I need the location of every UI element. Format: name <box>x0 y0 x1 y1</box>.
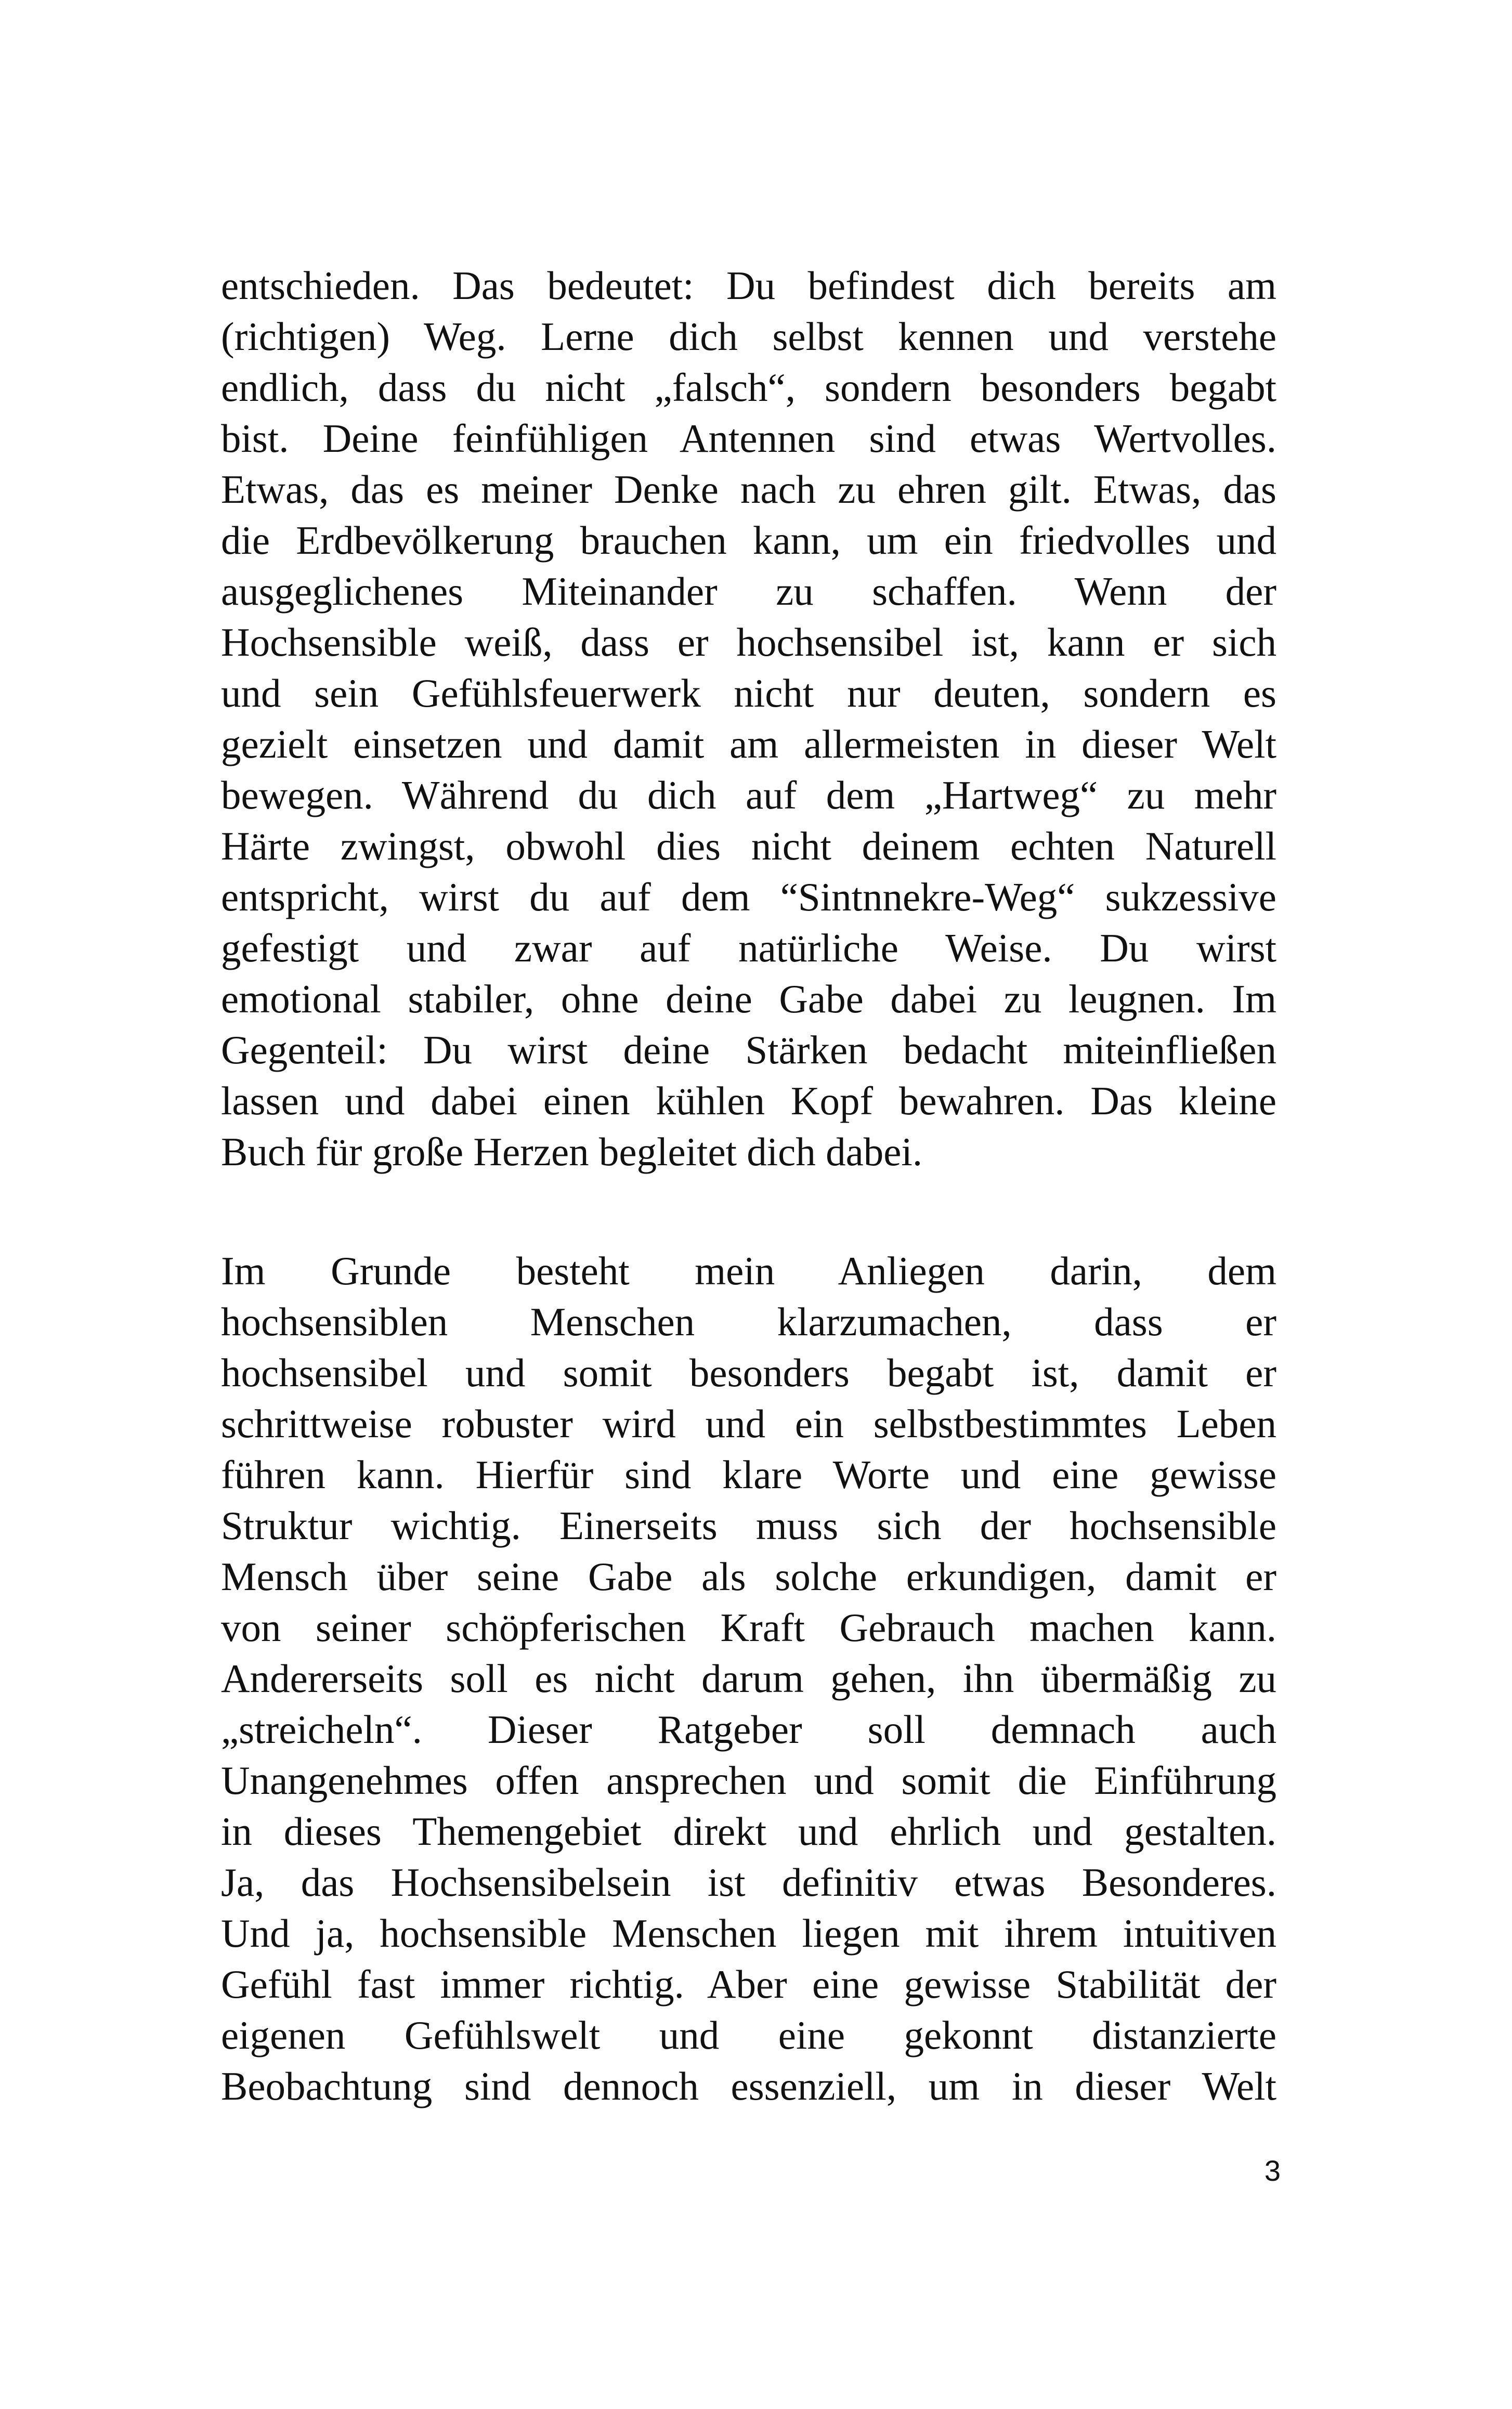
text-line: Härte zwingst, obwohl dies nicht deinem echten Naturell <box>221 824 1276 868</box>
text-line: (richtigen) Weg. Lerne dich selbst kennen und verstehe <box>221 314 1276 359</box>
paragraph-2 <box>221 1245 1276 2112</box>
text-line: Und ja, hochsensible Menschen liegen mit ihrem intuitiven <box>221 1911 1276 1956</box>
text-line: schrittweise robuster wird und ein selbstbestimmtes Leben <box>221 1401 1276 1446</box>
text-line: Andererseits soll es nicht darum gehen, ihn übermäßig zu <box>221 1656 1276 1701</box>
text-line: ausgeglichenes Miteinander zu schaffen. Wenn der <box>221 569 1276 614</box>
text-line: bewegen. Während du dich auf dem „Hartweg“ zu mehr <box>221 773 1276 817</box>
text-line: Gegenteil: Du wirst deine Stärken bedacht miteinfließen <box>221 1027 1276 1072</box>
text-line: Gefühl fast immer richtig. Aber eine gewisse Stabilität der <box>221 1962 1276 2007</box>
text-line: Etwas, das es meiner Denke nach zu ehren gilt. Etwas, das <box>221 467 1276 512</box>
text-line: emotional stabiler, ohne deine Gabe dabei zu leugnen. Im <box>221 976 1276 1021</box>
text-line: hochsensibel und somit besonders begabt ist, damit er <box>221 1350 1276 1395</box>
text-line: endlich, dass du nicht „falsch“, sondern besonders begabt <box>221 365 1276 410</box>
text-line: Beobachtung sind dennoch essenziell, um in dieser Welt <box>221 2064 1276 2108</box>
text-line: von seiner schöpferischen Kraft Gebrauch machen kann. <box>221 1605 1276 1650</box>
text-line: lassen und dabei einen kühlen Kopf bewahren. Das kleine <box>221 1078 1276 1123</box>
text-line: gefestigt und zwar auf natürliche Weise. Du wirst <box>221 926 1276 970</box>
text-line: Mensch über seine Gabe als solche erkundigen, damit er <box>221 1554 1276 1599</box>
text-line: Struktur wichtig. Einerseits muss sich der hochsensible <box>221 1503 1276 1548</box>
text-line: führen kann. Hierfür sind klare Worte und eine gewisse <box>221 1452 1276 1497</box>
text-line: gezielt einsetzen und damit am allermeisten in dieser Welt <box>221 722 1276 766</box>
text-line: Ja, das Hochsensibelsein ist definitiv etwas Besonderes. <box>221 1860 1276 1905</box>
text-line: entschieden. Das bedeutet: Du befindest dich bereits am <box>221 263 1276 308</box>
text-line: bist. Deine feinfühligen Antennen sind etwas Wertvolles. <box>221 416 1276 461</box>
text-line: hochsensiblen Menschen klarzumachen, dass er <box>221 1299 1276 1344</box>
paragraph-1 <box>221 260 1276 1177</box>
page-number: 3 <box>1264 2154 1281 2187</box>
text-line: und sein Gefühlsfeuerwerk nicht nur deuten, sondern es <box>221 671 1276 715</box>
text-line: Im Grunde besteht mein Anliegen darin, dem <box>221 1248 1276 1293</box>
text-line: Unangenehmes offen ansprechen und somit die Einführung <box>221 1758 1276 1803</box>
text-line: entspricht, wirst du auf dem “Sintnnekre-Weg“ sukzessive <box>221 875 1276 919</box>
text-line: „streicheln“. Dieser Ratgeber soll demnach auch <box>221 1707 1276 1752</box>
text-line: eigenen Gefühlswelt und eine gekonnt distanzierte <box>221 2013 1276 2058</box>
text-line: Buch für große Herzen begleitet dich dabei. <box>221 1129 923 1174</box>
text-line: Hochsensible weiß, dass er hochsensibel ist, kann er sich <box>221 620 1276 665</box>
text-line: in dieses Themengebiet direkt und ehrlich und gestalten. <box>221 1809 1276 1854</box>
text-line: die Erdbevölkerung brauchen kann, um ein friedvolles und <box>221 518 1276 563</box>
